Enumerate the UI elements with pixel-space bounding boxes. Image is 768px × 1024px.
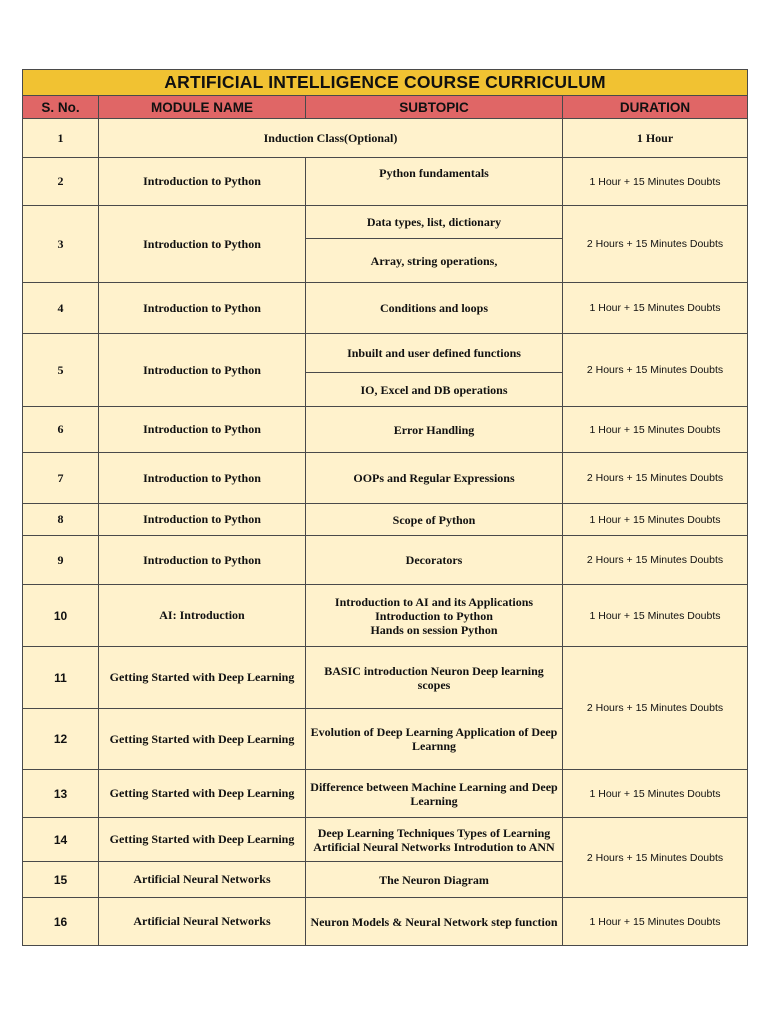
module-cell: Introduction to Python [99, 206, 306, 283]
table-row [23, 585, 748, 647]
subtopic-cell: Inbuilt and user defined functions [306, 334, 563, 373]
sno-cell: 2 [23, 158, 99, 206]
subtopic-line: Deep Learning Techniques Types of Learning [317, 825, 551, 840]
subtopic-cell: Error Handling [306, 407, 563, 453]
subtopic-cell: Data types, list, dictionary [306, 206, 563, 239]
subtopic-cell [306, 585, 563, 647]
duration-cell: 1 Hour + 15 Minutes Doubts [563, 283, 748, 334]
subtopic-cell: Decorators [306, 536, 563, 585]
subtopic-cell: Conditions and loops [306, 283, 563, 334]
header-subtopic: SUBTOPIC [306, 96, 563, 119]
subtopic-line: Hands on session Python [370, 622, 498, 637]
subtopic-cell: The Neuron Diagram [306, 862, 563, 898]
table-row [23, 770, 748, 818]
table-row [23, 119, 748, 158]
module-cell: Artificial Neural Networks [99, 862, 306, 898]
table-row [23, 206, 748, 239]
module-cell: Introduction to Python [99, 283, 306, 334]
table-row [23, 504, 748, 536]
module-cell: Getting Started with Deep Learning [99, 770, 306, 818]
duration-cell: 2 Hours + 15 Minutes Doubts [563, 453, 748, 504]
subtopic-line: Learnng [411, 739, 456, 753]
table-row [23, 158, 748, 206]
sno-cell: 13 [23, 770, 99, 818]
table-row [23, 334, 748, 373]
sno-cell: 6 [23, 407, 99, 453]
sno-cell: 10 [23, 585, 99, 647]
module-cell: Induction Class(Optional) [99, 119, 563, 158]
table-row [23, 536, 748, 585]
sno-cell: 16 [23, 898, 99, 946]
subtopic-line: Learning [410, 793, 458, 808]
subtopic-line: Evolution of Deep Learning Application of Deep [310, 725, 558, 739]
module-cell: Artificial Neural Networks [99, 898, 306, 946]
table-title: ARTIFICIAL INTELLIGENCE COURSE CURRICULUM [23, 70, 748, 96]
module-cell: Introduction to Python [99, 334, 306, 407]
subtopic-cell [306, 818, 563, 862]
module-cell: Introduction to Python [99, 158, 306, 206]
sno-cell: 15 [23, 862, 99, 898]
module-cell: Introduction to Python [99, 453, 306, 504]
duration-cell: 1 Hour + 15 Minutes Doubts [563, 585, 748, 647]
header-row [23, 96, 748, 119]
subtopic-cell: IO, Excel and DB operations [306, 373, 563, 407]
subtopic-text: Python fundamentals [379, 166, 489, 180]
duration-cell: 1 Hour + 15 Minutes Doubts [563, 158, 748, 206]
table-row [23, 407, 748, 453]
sno-cell: 5 [23, 334, 99, 407]
duration-cell: 2 Hours + 15 Minutes Doubts [563, 334, 748, 407]
subtopic-cell [306, 158, 563, 206]
duration-cell: 1 Hour [563, 119, 748, 158]
duration-cell: 2 Hours + 15 Minutes Doubts [563, 647, 748, 770]
duration-cell: 2 Hours + 15 Minutes Doubts [563, 206, 748, 283]
sno-cell: 14 [23, 818, 99, 862]
duration-cell: 1 Hour + 15 Minutes Doubts [563, 407, 748, 453]
sno-cell: 11 [23, 647, 99, 709]
duration-cell: 1 Hour + 15 Minutes Doubts [563, 770, 748, 818]
subtopic-cell: OOPs and Regular Expressions [306, 453, 563, 504]
duration-cell: 1 Hour + 15 Minutes Doubts [563, 504, 748, 536]
sno-cell: 12 [23, 709, 99, 770]
module-cell: Introduction to Python [99, 504, 306, 536]
curriculum-table [22, 69, 748, 946]
module-cell: Getting Started with Deep Learning [99, 647, 306, 709]
subtopic-cell [306, 709, 563, 770]
sno-cell: 4 [23, 283, 99, 334]
table-row [23, 818, 748, 862]
header-module: MODULE NAME [99, 96, 306, 119]
table-row [23, 453, 748, 504]
sno-cell: 8 [23, 504, 99, 536]
sno-cell: 3 [23, 206, 99, 283]
duration-cell: 2 Hours + 15 Minutes Doubts [563, 536, 748, 585]
module-cell: AI: Introduction [99, 585, 306, 647]
subtopic-cell: Scope of Python [306, 504, 563, 536]
module-cell: Getting Started with Deep Learning [99, 709, 306, 770]
subtopic-cell: Array, string operations, [306, 239, 563, 283]
header-sno: S. No. [23, 96, 99, 119]
module-cell: Introduction to Python [99, 407, 306, 453]
subtopic-line: Introduction to AI and its Applications [334, 594, 534, 609]
subtopic-line: Difference between Machine Learning and Deep [310, 779, 558, 794]
header-duration: DURATION [563, 96, 748, 119]
sno-cell: 9 [23, 536, 99, 585]
duration-cell: 1 Hour + 15 Minutes Doubts [563, 898, 748, 946]
table-row [23, 283, 748, 334]
table-row [23, 647, 748, 709]
subtopic-cell [306, 770, 563, 818]
sno-cell: 1 [23, 119, 99, 158]
subtopic-line: Artificial Neural Networks Introdution to ANN [313, 839, 555, 854]
subtopic-line: Introduction to Python [375, 608, 493, 623]
duration-cell: 2 Hours + 15 Minutes Doubts [563, 818, 748, 898]
subtopic-cell: BASIC introduction Neuron Deep learning scopes [306, 647, 563, 709]
subtopic-cell: Neuron Models & Neural Network step function [306, 898, 563, 946]
table-row [23, 898, 748, 946]
module-cell: Introduction to Python [99, 536, 306, 585]
sno-cell: 7 [23, 453, 99, 504]
module-cell: Getting Started with Deep Learning [99, 818, 306, 862]
